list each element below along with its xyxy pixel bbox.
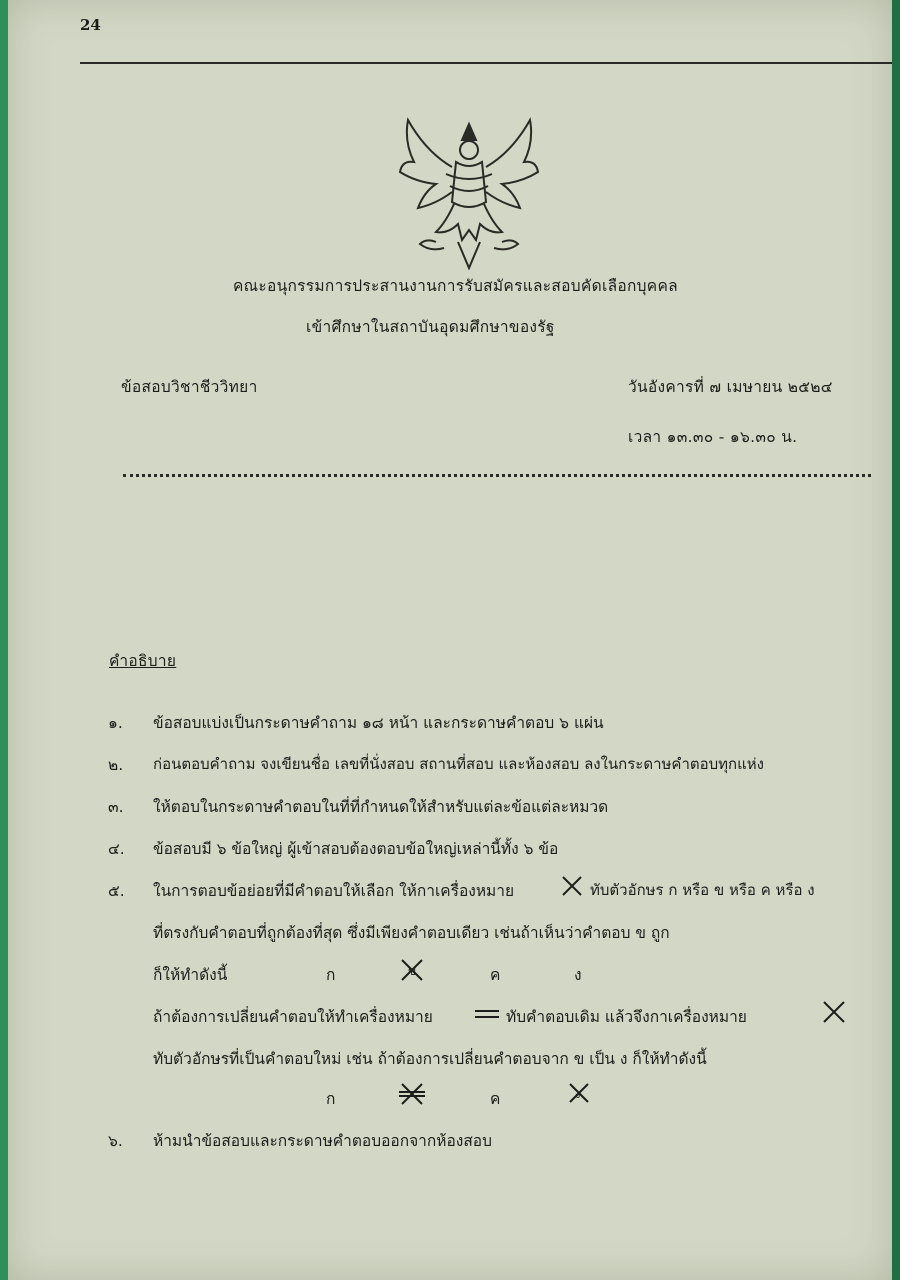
header-rule [80, 62, 898, 64]
item-number: ๔. [108, 840, 125, 858]
item-number: ๖. [108, 1132, 123, 1150]
instruction-item-line: ทับคำตอบเดิม แล้วจึงกาเครื่องหมาย [506, 1008, 747, 1026]
svg-text:ง: ง [575, 1088, 581, 1101]
instruction-item: ก่อนตอบคำถาม จงเขียนชื่อ เลขที่นั่งสอบ สถานที่สอบ และห้องสอบ ลงในกระดาษคำตอบทุกแห่ง [153, 755, 764, 773]
marked-choice-icon [568, 1082, 590, 1104]
exam-page [8, 0, 892, 1280]
instructions-heading: คำอธิบาย [109, 652, 177, 670]
exam-subject: ข้อสอบวิชาชีววิทยา [121, 378, 258, 396]
example-choice: ก [326, 966, 336, 984]
exam-time: เวลา ๑๓.๓๐ - ๑๖.๓๐ น. [628, 428, 798, 446]
example-choice: ง [574, 966, 582, 984]
example-choice: ค [490, 966, 501, 984]
garuda-emblem [396, 112, 542, 272]
item-number: ๕. [108, 882, 125, 900]
example-choice: ค [490, 1090, 501, 1108]
instruction-item-line: ทับตัวอักษรที่เป็นคำตอบใหม่ เช่น ถ้าต้องการเปลี่ยนคำตอบจาก ข เป็น ง ก็ให้ทำดังนี้ [153, 1050, 707, 1068]
double-line-mark-icon [474, 1004, 500, 1024]
instruction-item: ห้ามนำข้อสอบและกระดาษคำตอบออกจากห้องสอบ [153, 1132, 492, 1150]
instruction-item-line: ก็ให้ทำดังนี้ [153, 966, 228, 984]
cross-mark-icon [822, 1000, 846, 1024]
cancelled-choice-icon [398, 1082, 426, 1106]
instruction-item-line: ในการตอบข้อย่อยที่มีคำตอบให้เลือก ให้กาเครื่องหมาย [153, 882, 515, 900]
instruction-item-line: ถ้าต้องการเปลี่ยนคำตอบให้ทำเครื่องหมาย [153, 1008, 433, 1026]
instruction-item-line: ทับตัวอักษร ก หรือ ข หรือ ค หรือ ง [590, 881, 815, 899]
exam-date: วันอังคารที่ ๗ เมษายน ๒๕๒๔ [628, 378, 833, 396]
item-number: ๓. [108, 798, 124, 816]
page-edge [892, 0, 900, 1280]
instruction-item: ข้อสอบแบ่งเป็นกระดาษคำถาม ๑๘ หน้า และกระดาษคำตอบ ๖ แผ่น [153, 714, 604, 732]
marked-choice-icon [400, 958, 424, 982]
instruction-item: ข้อสอบมี ๖ ข้อใหญ่ ผู้เข้าสอบต้องตอบข้อใหญ่เหล่านี้ทั้ง ๖ ข้อ [153, 840, 559, 858]
svg-text:ข: ข [408, 964, 417, 978]
example-choice: ก [326, 1090, 336, 1108]
dotted-separator [123, 474, 871, 477]
instruction-item: ให้ตอบในกระดาษคำตอบในที่ที่กำหนดให้สำหรับแต่ละข้อแต่ละหมวด [153, 798, 609, 816]
cross-mark-icon [561, 875, 583, 897]
institution-title: เข้าศึกษาในสถาบันอุดมศึกษาของรัฐ [306, 318, 555, 336]
committee-title: คณะอนุกรรมการประสานงานการรับสมัครและสอบคัดเลือกบุคคล [233, 277, 678, 295]
item-number: ๑. [108, 714, 123, 732]
page-number: 24 [80, 16, 101, 34]
instruction-item-line: ที่ตรงกับคำตอบที่ถูกต้องที่สุด ซึ่งมีเพียงคำตอบเดียว เช่นถ้าเห็นว่าคำตอบ ข ถูก [153, 924, 670, 942]
item-number: ๒. [108, 756, 124, 774]
